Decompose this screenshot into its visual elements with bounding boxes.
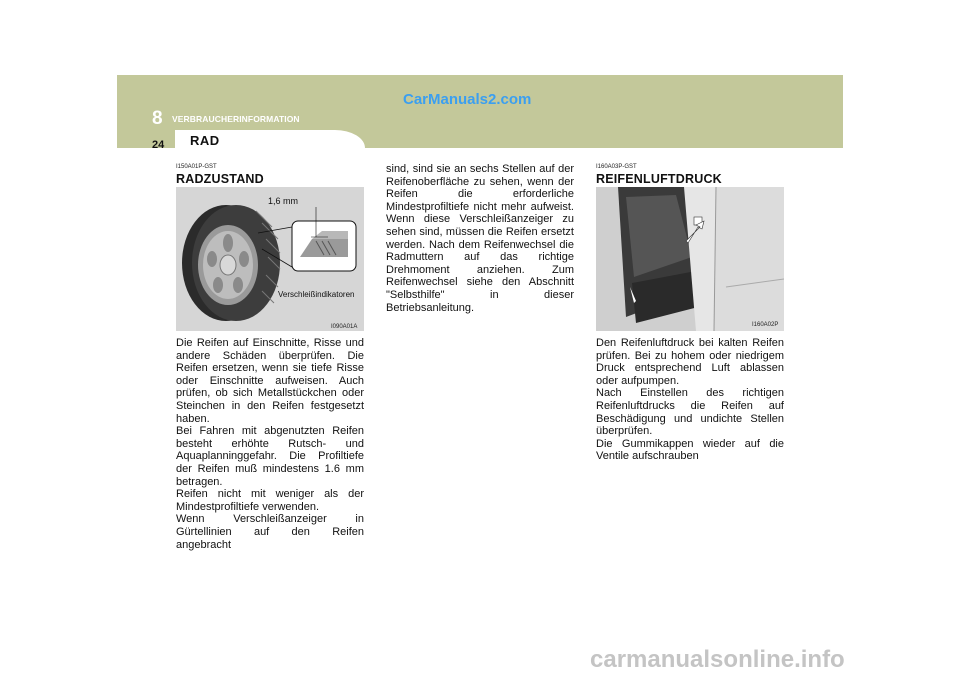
door-figure: [596, 187, 784, 331]
watermark-link-bottom[interactable]: carmanualsonline.info: [590, 646, 845, 673]
figure-code: I090A01A: [331, 324, 358, 330]
body-text-col3: Den Reifenluftdruck bei kalten Reifen prüfen. Bei zu hohem oder niedrigem Druck entsprechend Luft ablassen oder aufpumpen. Nach Einstellen des richtigen Reifenluftdrucks die Reifen auf Beschädigung und undichte Stellen überprüfen. Die Gummikappen wieder auf die Ventile aufschrauben: [596, 337, 784, 463]
section-heading: REIFENLUFTDRUCK: [596, 172, 722, 186]
page-number: 24: [152, 139, 165, 151]
body-text-col2: sind, sind sie an sechs Stellen auf der Reifenoberfläche zu sehen, wenn der Reifen die erforderliche Mindestprofiltiefe nicht mehr aufweist. Wenn diese Verschleißanzeiger zu sehen sind, müssen die Reifen ersetzt werden. Nach dem Reifenwechsel die Radmuttern auf das richtige Drehmoment anziehen. Zum Reifenwechsel siehe den Abschnitt "Selbsthilfe" in dieser Betriebsanleitung.: [386, 163, 574, 314]
tire-figure: [176, 187, 364, 331]
section-heading: RADZUSTAND: [176, 172, 264, 186]
section-code: I160A03P-GST: [596, 164, 637, 170]
wear-indicator-label: Verschleißindikatoren: [278, 290, 355, 299]
tire-illustration: [176, 187, 364, 331]
figure-code: I160A02P: [752, 322, 779, 328]
body-text-col1: Die Reifen auf Einschnitte, Risse und andere Schäden überprüfen. Die Reifen ersetzen, wenn sie tiefe Risse oder Einschnitte aufweisen. Auch prüfen, ob sich Metallstückchen oder Steinchen in den Reifen festgesetzt haben. Bei Fahren mit abgenutzten Reifen besteht erhöhte Rutsch- und Aquaplanninggefahr. Die Profiltiefe der Reifen muß mindestens 1.6 mm betragen. Reifen nicht mit weniger als der Mindestprofiltiefe verwenden. Wenn Verschleißanzeiger in Gürtellinien auf den Reifen angebracht: [176, 337, 364, 551]
section-code: I150A01P-GST: [176, 164, 217, 170]
section-title: RAD: [190, 133, 220, 148]
chapter-number: 8: [152, 108, 163, 129]
chapter-title: VERBRAUCHERINFORMATION: [172, 114, 300, 124]
door-illustration: [596, 187, 784, 331]
measure-label: 1,6 mm: [268, 196, 299, 206]
header-tab-strip: [117, 130, 175, 148]
watermark-link-top[interactable]: CarManuals2.com: [403, 91, 532, 108]
